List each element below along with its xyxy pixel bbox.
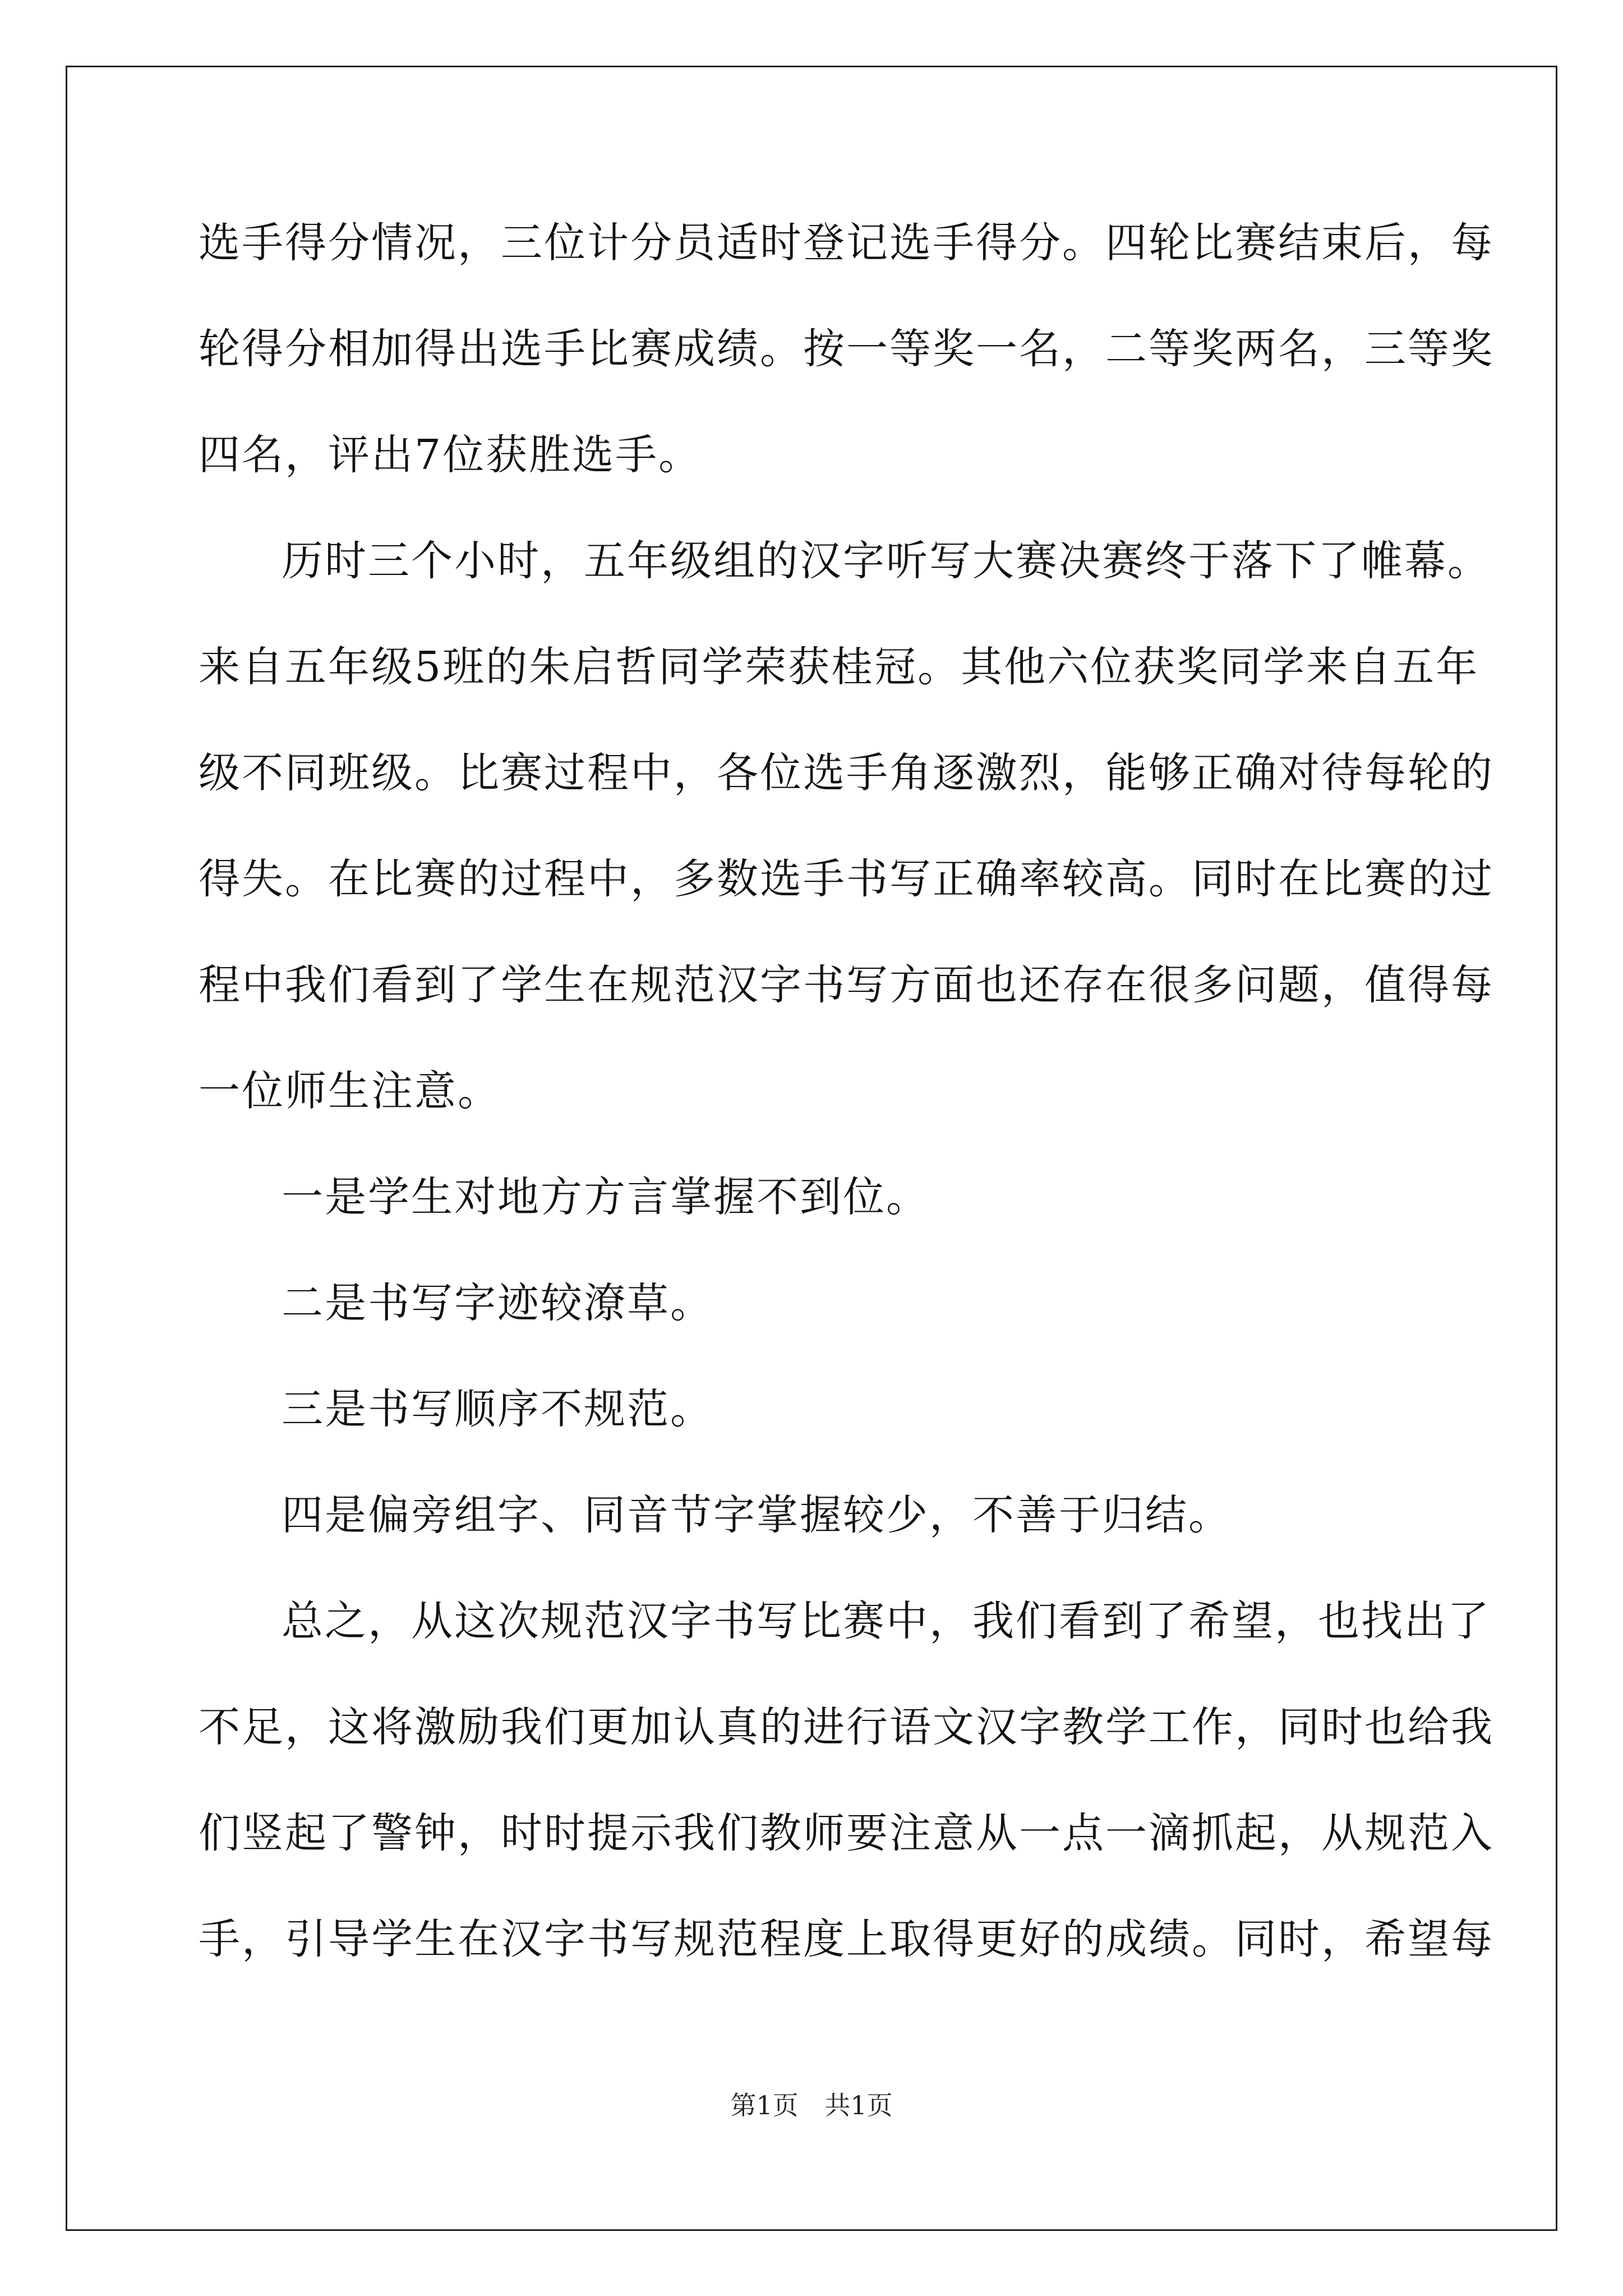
- text-line: 不足，这将激励我们更加认真的进行语文汉字教学工作，同时也给我: [199, 1703, 1494, 1751]
- page-total: 共1页: [824, 2090, 893, 2120]
- list-item: 二是书写字迹较潦草。: [282, 1279, 713, 1327]
- page-number: 第1页: [730, 2090, 799, 2120]
- text-line: 手，引导学生在汉字书写规范程度上取得更好的成绩。同时，希望每: [199, 1915, 1494, 1963]
- text-line: 得失。在比赛的过程中，多数选手书写正确率较高。同时在比赛的过: [199, 855, 1494, 903]
- document-body: [199, 219, 1494, 2024]
- text-line: 来自五年级5班的朱启哲同学荣获桂冠。其他六位获奖同学来自五年: [199, 643, 1479, 691]
- paragraph-first-line: 总之，从这次规范汉字书写比赛中，我们看到了希望，也找出了: [282, 1597, 1491, 1645]
- page-footer: [0, 2092, 1623, 2118]
- list-item: 三是书写顺序不规范。: [282, 1385, 713, 1433]
- text-line: 级不同班级。比赛过程中，各位选手角逐激烈，能够正确对待每轮的: [199, 749, 1494, 797]
- text-line: 程中我们看到了学生在规范汉字书写方面也还存在很多问题，值得每: [199, 961, 1494, 1009]
- text-line: 轮得分相加得出选手比赛成绩。按一等奖一名，二等奖两名，三等奖: [199, 325, 1494, 373]
- paragraph-first-line: 历时三个小时，五年级组的汉字听写大赛决赛终于落下了帷幕。: [282, 537, 1491, 585]
- list-item: 一是学生对地方方言掌握不到位。: [282, 1173, 929, 1221]
- text-line: 们竖起了警钟，时时提示我们教师要注意从一点一滴抓起，从规范入: [199, 1809, 1494, 1857]
- list-item: 四是偏旁组字、同音节字掌握较少，不善于归结。: [282, 1491, 1232, 1539]
- text-line: 四名，评出7位获胜选手。: [199, 431, 702, 479]
- text-line: 一位师生注意。: [199, 1067, 501, 1115]
- text-line: 选手得分情况，三位计分员适时登记选手得分。四轮比赛结束后，每: [199, 219, 1494, 267]
